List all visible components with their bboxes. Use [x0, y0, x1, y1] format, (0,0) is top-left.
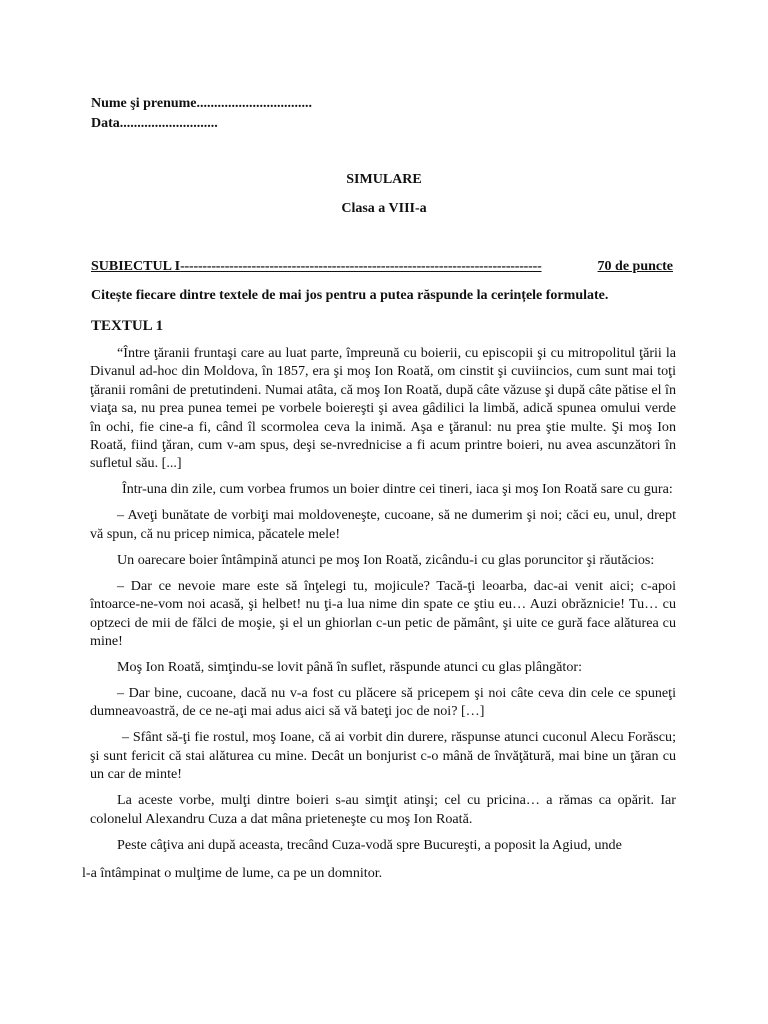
paragraph: – Aveţi bunătate de vorbiţi mai moldoveneşte, cucoane, să ne dumerim şi noi; căci eu, unul, drept vă spun, că nu pricep nimica, păcatele mele! [90, 507, 676, 542]
paragraph: Un oarecare boier întâmpină atunci pe moş Ion Roată, zicându-i cu glas poruncitor şi răutăcios: [117, 551, 655, 568]
student-info [91, 94, 312, 134]
instructions: Citește fiecare dintre textele de mai jos pentru a putea răspunde la cerințele formulate. [91, 288, 609, 303]
paragraph: Moş Ion Roată, simţindu-se lovit până în suflet, răspunde atunci cu glas plângător: [117, 659, 582, 676]
paragraph: La aceste vorbe, mulţi dintre boieri s-au simţit atinşi; cel cu pricina… a rămas ca opărit. Iar colonelul Alexandru Cuza a dat mâna prieteneşte cu moş Ion Roată. [90, 792, 676, 827]
class-label: Clasa a VIII-a [341, 201, 427, 216]
text-label: TEXTUL 1 [91, 318, 164, 334]
paragraph: “Între ţăranii fruntaşi care au luat parte, împreună cu boierii, cu episcopii şi cu mitropolitul ţării la Divanul ad-hoc din Moldova, în 1857, era şi moş Ion Roată, om cinstit şi cuviincios, cum sunt mai toţi ţăranii români de pretutindeni. Numai atâta, că moş Ion Roată, după câte văzuse şi după câte pătise el în viaţa sa, nu prea punea temei pe vorbele boiereşti şi avea gâdilici la limbă, adică spunea omului verde în ochi, fie cine-a fi, când îl scormolea ceva la inimă. Aşa e ţăranul: nu prea ştie multe. Şi moş Ion Roată, fiind ţăran, cum v-am spus, deşi se-nvrednicise a fi acum printre boieri, nu avea ascunzători în sufletul său. [...] [90, 345, 676, 472]
subject-points: 70 de puncte [597, 259, 673, 274]
paragraph: l-a întâmpinat o mulţime de lume, ca pe un domnitor. [82, 865, 383, 882]
paragraph: – Sfânt să-ţi fie rostul, moş Ioane, că ai vorbit din durere, răspunse atunci cuconul Alecu Forăscu; şi sunt fericit că stai alăturea cu mine. Decât un bonjurist c-o mână de învăţătură, mai bine un ţăran cu un car de minte! [90, 729, 676, 783]
subject-dashes: --------------------------------------------------------------------------------- [180, 259, 542, 274]
subject-heading [91, 259, 673, 275]
name-line: Nume şi prenume................................. [91, 96, 313, 111]
paragraph: Într-una din zile, cum vorbea frumos un boier dintre cei tineri, iaca şi moş Ion Roată sare cu gura: [122, 481, 673, 498]
paragraph: – Dar bine, cucoane, dacă nu v-a fost cu plăcere să pricepem şi noi câte ceva din cele ce spuneţi dumneavoastră, de ce ne-aţi mai adus aici să vă bateţi joc de noi? […] [90, 685, 676, 720]
document-title: SIMULARE [346, 172, 422, 187]
paragraph: Peste câţiva ani după aceasta, trecând Cuza-vodă spre Bucureşti, a poposit la Agiud, unde [117, 836, 622, 853]
subject-name: SUBIECTUL I [91, 259, 181, 274]
text-body [82, 344, 676, 890]
date-line: Data............................ [91, 116, 218, 131]
paragraph: – Dar ce nevoie mare este să înţelegi tu, mojicule? Tacă-ţi leoarba, dac-ai venit aici; c-apoi întoarce-ne-vom noi acasă, şi helbet! nu ţi-a lua nime din spate ce ştiu eu… Auzi obrăznicie! Tu… cu optzeci de mii de fălci de moşie, şi el un ghiorlan c-un petic de pământ, şi uite ce gură face alăturea cu mine! [90, 577, 676, 650]
